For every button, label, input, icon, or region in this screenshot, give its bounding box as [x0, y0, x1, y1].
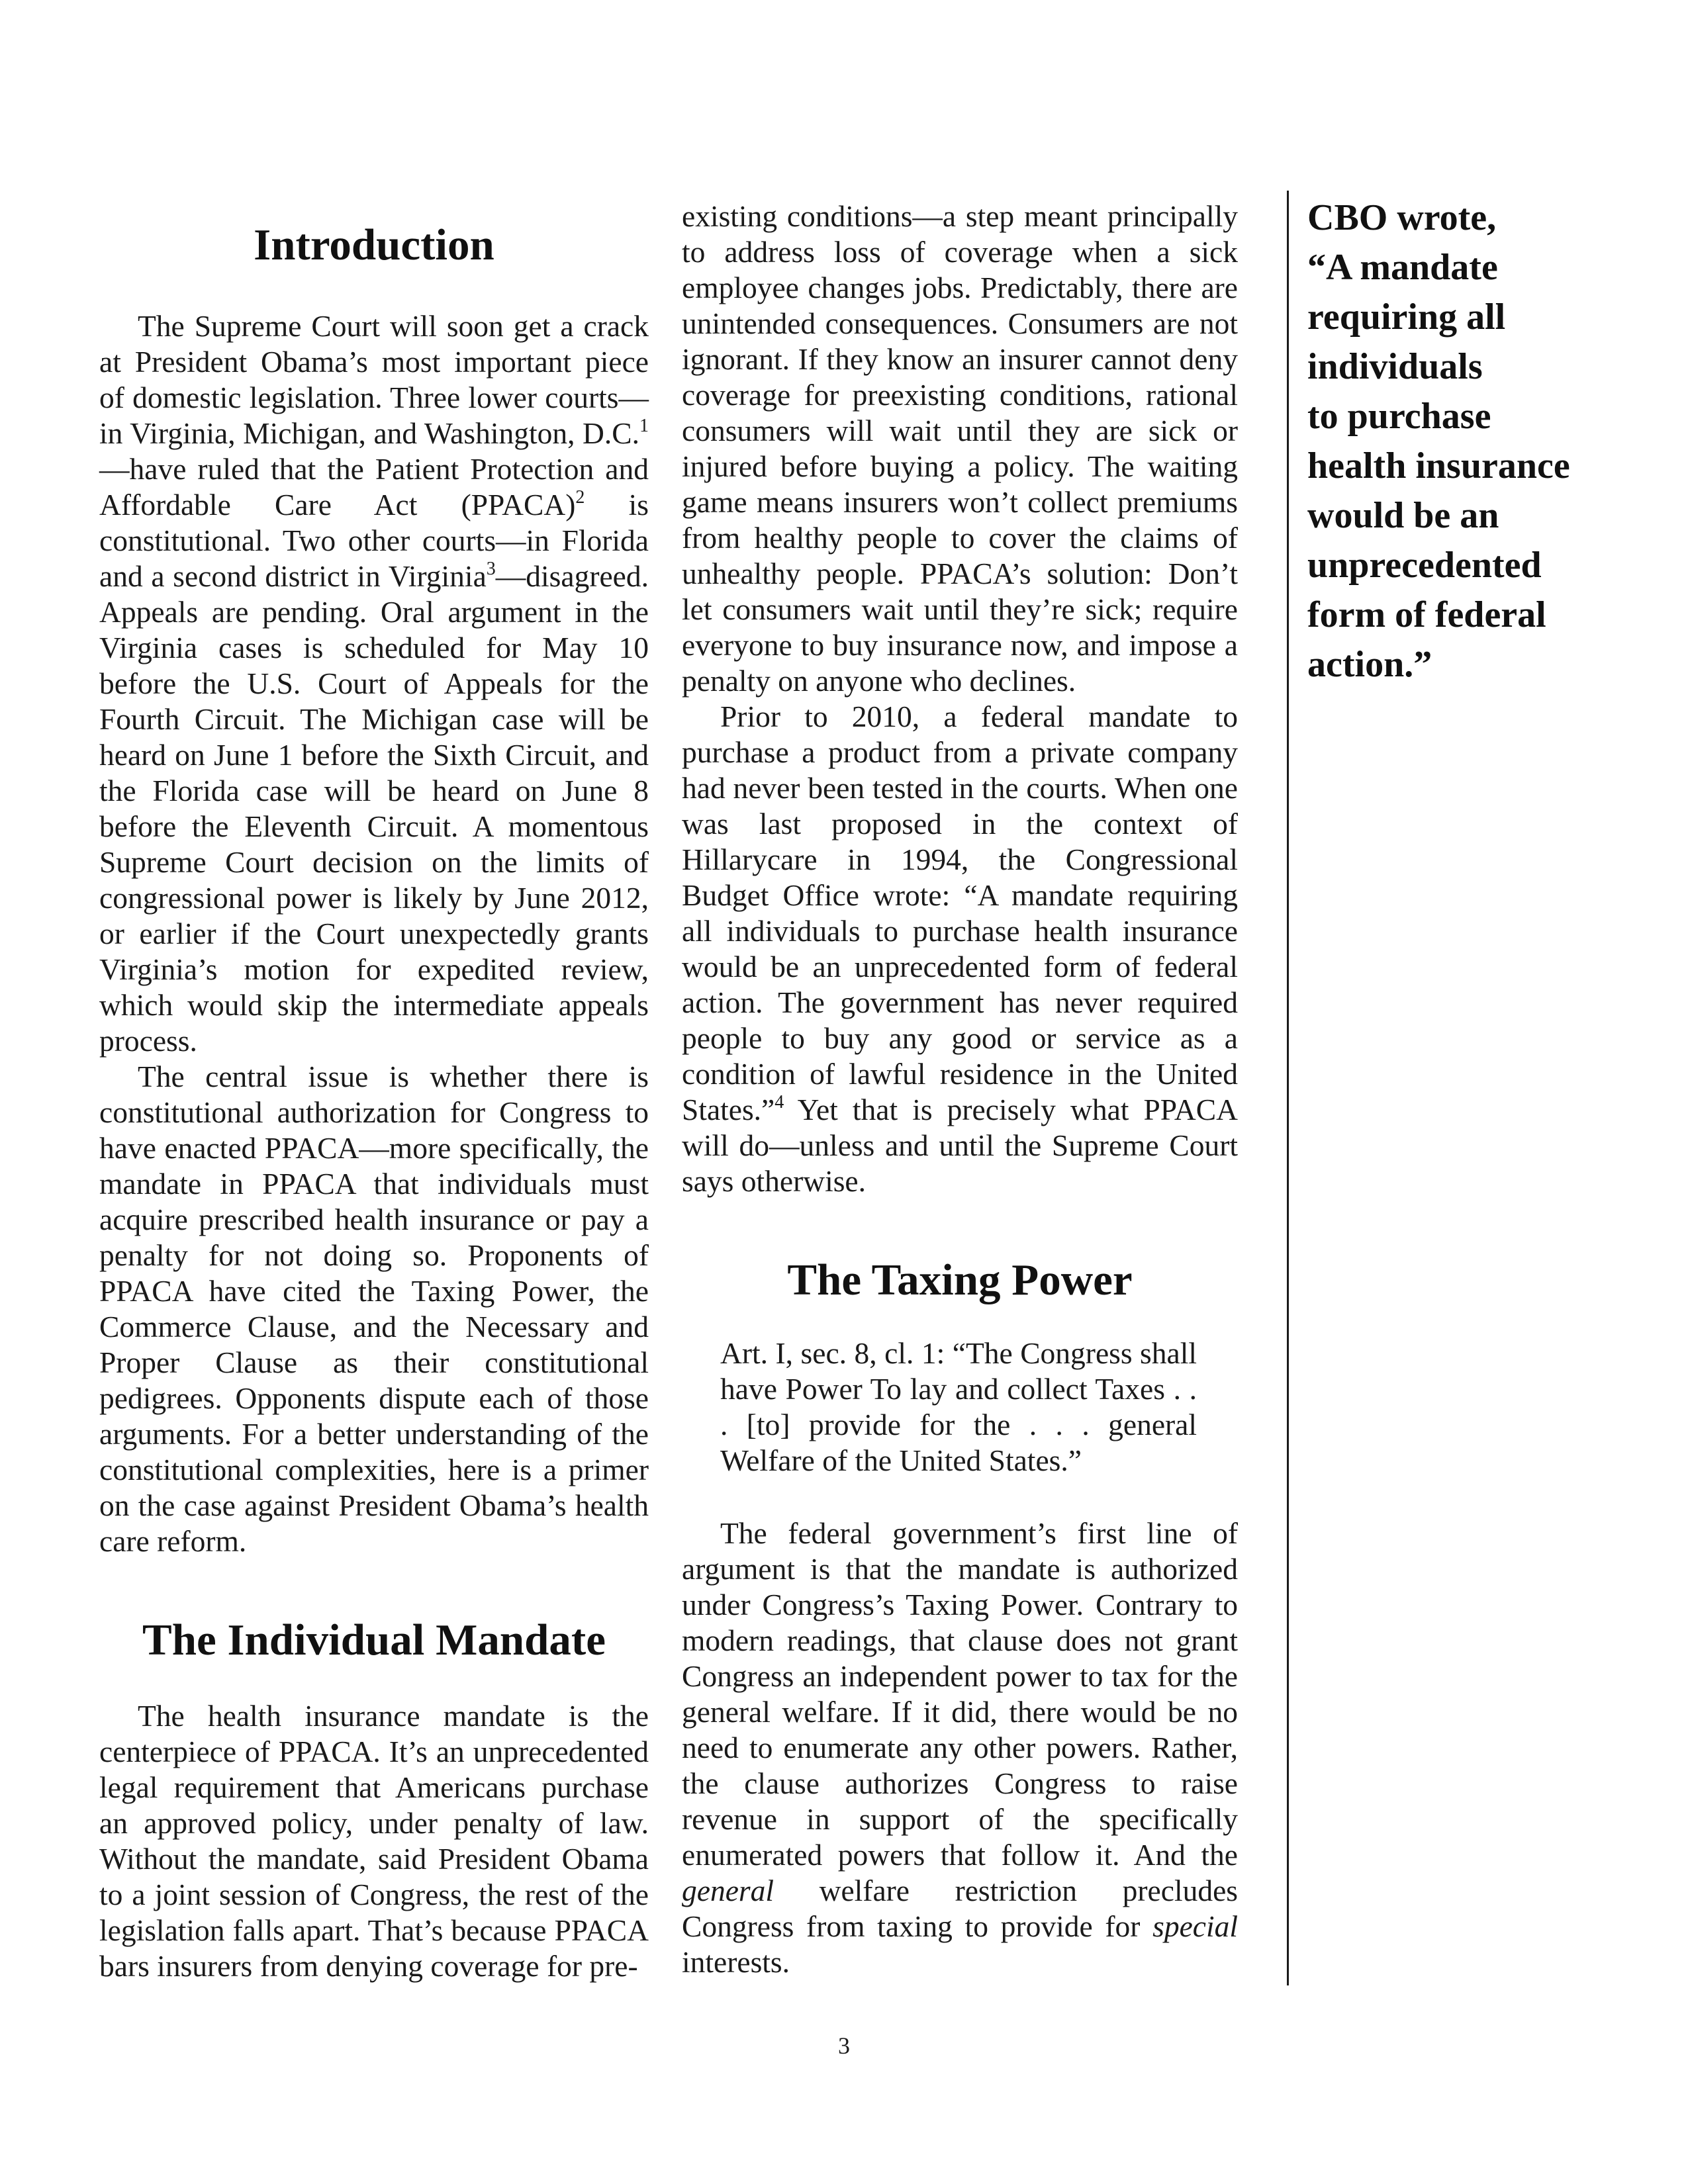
pull-quote [1307, 193, 1612, 690]
individual-mandate-heading: The Individual Mandate [142, 1615, 606, 1664]
continued-paragraph-2 [682, 699, 1238, 1199]
footnote-ref-3: 3 [486, 559, 496, 579]
pull-quote-line: requiring all [1307, 296, 1506, 338]
taxing-p1-italic-special: special [1152, 1909, 1238, 1943]
footnote-ref-4: 4 [774, 1092, 784, 1113]
pull-quote-line: unprecedented [1307, 545, 1542, 586]
footnote-ref-1: 1 [639, 416, 649, 436]
cont-p2-text-a: Prior to 2010, a federal mandate to purchase a product from a private company had never been tested in the courts. When one was last proposed in the context of Hillarycare in 1994, the Congressional Budget Office wrote: “A mandate requiring all individuals to purchase health insurance would be an unprecedented form of federal action. The government has never required people to buy any good or service as a condition of lawful residence in the United States.” [682, 700, 1238, 1126]
pull-quote-line: form of federal [1307, 594, 1546, 635]
pull-quote-line: health insurance [1307, 445, 1570, 486]
intro-p1-text-c: is constitutional. Two other courts—in Florida and a second district in Virginia [99, 488, 649, 593]
pull-quote-line: “A mandate [1307, 247, 1498, 288]
constitution-quote: Art. I, sec. 8, cl. 1: “The Congress shall have Power To lay and collect Taxes . . . [to] provide for the . . . general Welfare of the United States.” [720, 1336, 1197, 1477]
introduction-heading: Introduction [254, 220, 494, 269]
intro-p1-text-b: —have ruled that the Patient Protection and Affordable Care Act (PPACA) [99, 452, 649, 522]
continued-paragraph-1: existing conditions—a step meant principally to address loss of coverage when a sick employee changes jobs. Predictably, there are unintended consequences. Consumers are not ignorant. If they know an insurer cannot deny coverage for preexisting conditions, rational consumers will wait until they are sick or injured before buying a policy. The waiting game means insurers won’t collect premiums from healthy people to cover the claims of unhealthy people. PPACA’s solution: Don’t let consumers wait until they’re sick; require everyone to buy insurance now, and impose a penalty on anyone who declines. [682, 199, 1238, 698]
footnote-ref-2: 2 [575, 487, 585, 508]
intro-p1-text-d: —disagreed. Appeals are pending. Oral argument in the Virginia cases is scheduled for May 10 before the U.S. Court of Appeals for the Fourth Circuit. The Michigan case will be heard on June 1 before the Sixth Circuit, and the Florida case will be heard on June 8 before the Eleventh Circuit. A momentous Supreme Court decision on the limits of congressional power is likely by June 2012, or earlier if the Court unexpectedly grants Virginia’s motion for expedited review, which would skip the intermediate appeals process. [99, 559, 649, 1058]
pull-quote-sidebar [1307, 193, 1612, 690]
page-number: 3 [838, 2032, 850, 2059]
intro-p1-text-a: The Supreme Court will soon get a crack at President Obama’s most important piece of domestic legislation. Three lower courts—in Virginia, Michigan, and Washington, D.C. [99, 309, 649, 450]
pull-quote-line: would be an [1307, 495, 1499, 536]
taxing-p1-italic-general: general [682, 1874, 774, 1907]
pull-quote-line: individuals [1307, 346, 1483, 387]
middle-column [682, 199, 1238, 1980]
taxing-paragraph-1 [682, 1516, 1238, 1980]
cont-p2-text-b: Yet that is precisely what PPACA will do—unless and until the Supreme Court says otherwise. [682, 1093, 1238, 1198]
intro-paragraph-2: The central issue is whether there is constitutional authorization for Congress to have enacted PPACA—more specifically, the mandate in PPACA that individuals must acquire prescribed health insurance or pay a penalty for not doing so. Proponents of PPACA have cited the Taxing Power, the Commerce Clause, and the Necessary and Proper Clause as their constitutional pedigrees. Opponents dispute each of those arguments. For a better understanding of the constitutional complexities, here is a primer on the case against President Obama’s health care reform. [99, 1060, 649, 1558]
pull-quote-line: CBO wrote, [1307, 197, 1497, 238]
pull-quote-line: to purchase [1307, 396, 1491, 437]
left-column [99, 218, 649, 1984]
sidebar-divider-rule [1287, 191, 1289, 1985]
taxing-p1-text-c: interests. [682, 1945, 790, 1979]
taxing-p1-text-a: The federal government’s first line of argument is that the mandate is authorized under Congress’s Taxing Power. Contrary to modern readings, that clause does not grant Congress an independent power to tax for the general welfare. If it did, there would be no need to enumerate any other powers. Rather, the clause authorizes Congress to raise revenue in support of the specifically enumerated powers that follow it. And the [682, 1516, 1238, 1872]
intro-paragraph-1 [99, 308, 649, 1059]
mandate-paragraph-1: The health insurance mandate is the centerpiece of PPACA. It’s an unprecedented legal requirement that Americans purchase an approved policy, under penalty of law. Without the mandate, said President Obama to a joint session of Congress, the rest of the legislation falls apart. That’s because PPACA bars insurers from denying coverage for pre- [99, 1699, 649, 1983]
taxing-power-heading: The Taxing Power [787, 1255, 1133, 1304]
taxing-p1-text-b: welfare restriction precludes Congress from taxing to provide for [682, 1874, 1238, 1943]
pull-quote-line: action.” [1307, 644, 1432, 685]
